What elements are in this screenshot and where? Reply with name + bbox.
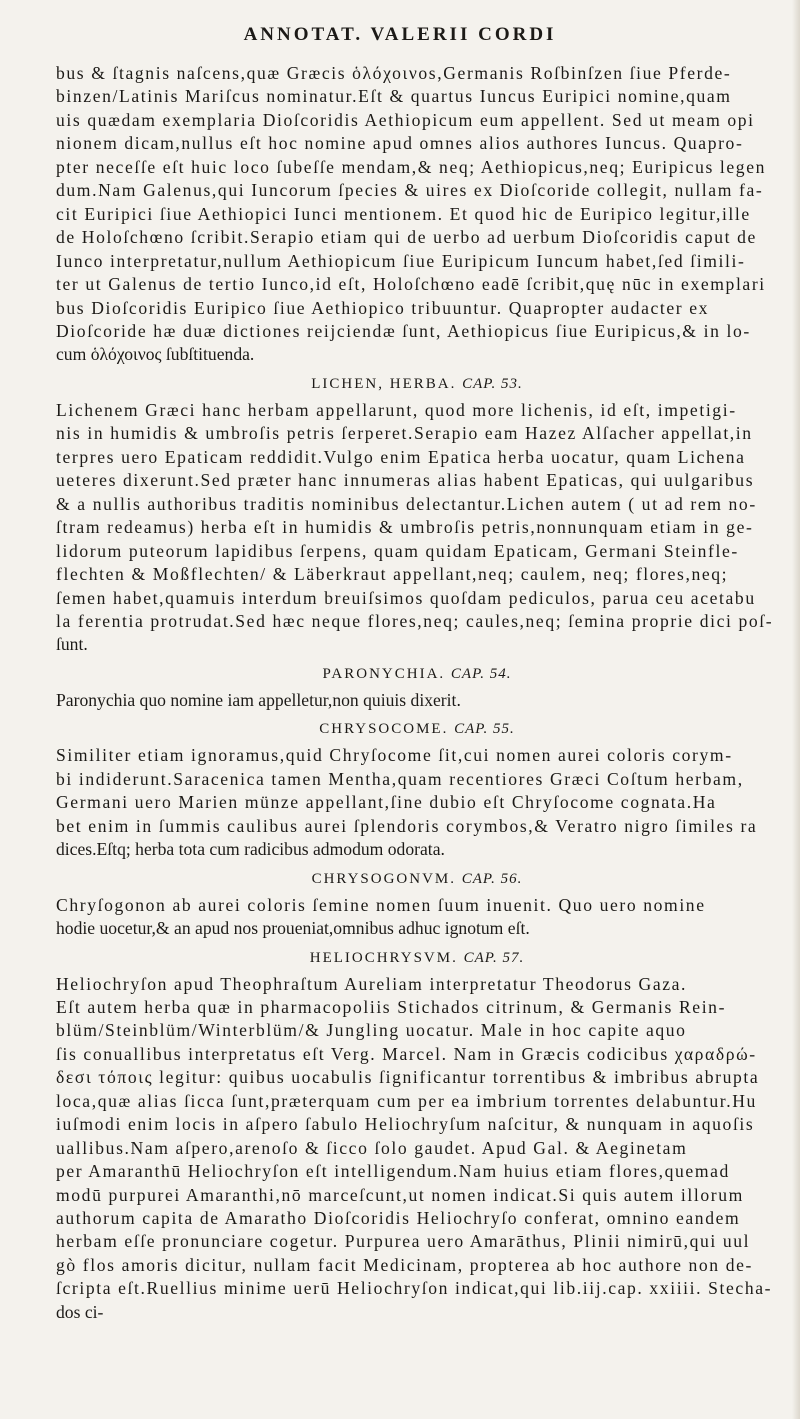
text-line: loca,quæ alias ſicca ſunt,præterquam cum per ea imbrium torrentes delabuntur.Hu <box>56 1090 757 1111</box>
chapter-number: CAP. 57. <box>463 949 525 966</box>
text-line: Iunco interpretatur,nullum Aethiopicum ſiue Euripicum Iuncum habet,ſed ſimili- <box>56 250 746 271</box>
text-line: per Amaranthū Heliochryſon eſt intelligendum.Nam huius etiam flores,quemad <box>56 1161 730 1182</box>
text-line: uis quædam exemplaria Dioſcoridis Aethiopicum eum appellent. Sed ut meam opi <box>56 109 755 130</box>
text-line: Paronychia quo nomine iam appelletur,non quiuis dixerit. <box>56 689 461 710</box>
paragraph-heliochrysum <box>56 973 778 1325</box>
text-line: herbam eſſe pronunciare cogetur. Purpurea uero Amarāthus, Plinii nimirū,qui uul <box>56 1231 751 1252</box>
running-head: ANNOTAT. VALERII CORDI <box>243 24 557 45</box>
text-line: dices.Eſtq; herba tota cum radicibus admodum odorata. <box>56 839 445 860</box>
page-edge-shadow <box>792 0 800 1419</box>
page-body <box>56 62 778 1324</box>
section-title: HELIOCHRYSVM. <box>309 949 458 966</box>
text-line: ſcripta eſt.Ruellius minime uerū Heliochryſon indicat,qui lib.iij.cap. xxiiii. Stecha- <box>56 1278 773 1299</box>
text-line: δεσι τόποις legitur: quibus uocabulis ſignificantur torrentibus & imbribus abrupta <box>56 1067 760 1088</box>
text-line: bet enim in ſummis caulibus aurei ſplendoris corymbos,& Veratro nigro ſimiles ra <box>56 815 758 836</box>
chapter-number: CAP. 55. <box>454 721 515 738</box>
text-line: blüm/Steinblüm/Winterblüm/& Jungling uocatur. Male in hoc capite aquo <box>56 1020 687 1041</box>
text-line: & a nullis authoribus traditis nominibus delectantur.Lichen autem ( ut ad rem no- <box>56 493 757 514</box>
text-line: ſtram redeamus) herba eſt in humidis & umbroſis petris,nonnunquam etiam in ge- <box>56 517 754 538</box>
chapter-number: CAP. 54. <box>450 665 512 682</box>
text-line: gò flos amoris dicitur, nullam facit Medicinam, propterea ab hoc authore non de- <box>56 1254 753 1275</box>
text-line: bus & ſtagnis naſcens,quæ Græcis ὁλόχοινοs,Germanis Roſbinſzen ſiue Pferde- <box>56 63 732 83</box>
section-title: CHRYSOCOME. <box>319 721 449 738</box>
chapter-number: CAP. 56. <box>461 870 523 887</box>
text-line: ter ut Galenus de tertio Iunco,id eſt, Holoſchœno eadē ſcribit,quę nūc in exemplari <box>56 274 766 295</box>
text-line: dum.Nam Galenus,qui Iuncorum ſpecies & uires ex Dioſcoride collegit, nullam fa- <box>56 180 764 201</box>
paragraph-lichen <box>56 399 778 657</box>
section-title: LICHEN, HERBA. <box>311 375 457 392</box>
text-line: binzen/Latinis Mariſcus nominatur.Eſt & quartus Iuncus Euripici nomine,quam <box>56 86 732 107</box>
text-line: cum ὁλόχοινος ſubſtituenda. <box>56 344 255 365</box>
chapter-number: CAP. 53. <box>462 375 523 392</box>
section-heading-heliochrysum <box>56 950 778 967</box>
text-line: Dioſcoride hæ duæ dictiones reijciendæ ſunt, Aethiopicus ſiue Euripicus,& in lo- <box>56 320 751 341</box>
text-line: ſemen habet,quamuis interdum breuiſsimos quoſdam pediculos, parua ceu acetabu <box>56 587 756 608</box>
text-line: la ferentia protrudat.Sed hæc neque flores,neq; caules,neq; ſemina proprie dici poſ- <box>56 610 774 631</box>
section-heading-lichen <box>56 376 778 393</box>
text-line: Heliochryſon apud Theophraſtum Aureliam interpretatur Theodorus Gaza. <box>56 973 688 994</box>
text-line: hodie uocetur,& an apud nos proueniat,omnibus adhuc ignotum eſt. <box>56 918 530 939</box>
text-line: de Holoſchœno ſcribit.Serapio etiam qui de uerbo ad uerbum Dioſcoridis caput de <box>56 227 757 248</box>
text-line: Lichenem Græci hanc herbam appellarunt, quod more lichenis, id eſt, impetigi- <box>56 399 737 420</box>
text-line: nionem dicam,nullus eſt hoc nomine apud omnes alios authores Iuncus. Quapro- <box>56 133 744 154</box>
text-line: bus Dioſcoridis Euripico ſiue Aethiopico tribuuntur. Quapropter audacter ex <box>56 297 710 318</box>
text-line: lidorum puteorum lapidibus ſerpens, quam quidam Epaticam, Germani Steinfle- <box>56 540 739 561</box>
section-heading-chrysocome <box>56 721 778 738</box>
paragraph-paronychia <box>56 689 778 712</box>
paragraph-chrysogonum <box>56 894 778 941</box>
text-line: dos ci- <box>56 1301 104 1322</box>
section-heading-paronychia <box>56 666 778 683</box>
text-line: ſunt. <box>56 634 88 655</box>
text-line: pter neceſſe eſt huic loco ſubeſſe mendam,& neq; Aethiopicus,neq; Euripicus legen <box>56 156 767 177</box>
section-title: CHRYSOGONVM. <box>311 870 457 887</box>
text-line: modū purpurei Amaranthi,nō marceſcunt,ut nomen indicat.Si quis autem illorum <box>56 1184 744 1205</box>
section-heading-chrysogonum <box>56 871 778 888</box>
text-line: iuſmodi enim locis in aſpero ſabulo Heliochryſum naſcitur, & nunquam in aquoſis <box>56 1114 755 1135</box>
paragraph-intro <box>56 62 778 367</box>
text-line: Germani uero Marien münze appellant,ſine dubio eſt Chryſocome cognata.Ha <box>56 792 717 813</box>
text-line: nis in humidis & umbroſis petris ſerperet.Serapio eam Hazez Alſacher appellat,in <box>56 423 753 444</box>
text-line: terpres uero Epaticam reddidit.Vulgo enim Epatica herba uocatur, quam Lichena <box>56 446 746 467</box>
text-line: flechten & Moßflechten/ & Läberkraut appellant,neq; caulem, neq; flores,neq; <box>56 564 729 585</box>
text-line: uallibus.Nam aſpero,arenoſo & ſicco ſolo gaudet. Apud Gal. & Aeginetam <box>56 1137 688 1158</box>
text-line: Similiter etiam ignoramus,quid Chryſocome ſit,cui nomen aurei coloris corym- <box>56 745 733 766</box>
text-line: authorum capita de Amaratho Dioſcoridis Heliochryſo conferat, omnino eandem <box>56 1208 741 1229</box>
text-line: ſis conuallibus interpretatus eſt Verg. Marcel. Nam in Græcis codicibus χαραδρώ- <box>56 1043 757 1064</box>
text-line: Eſt autem herba quæ in pharmacopoliis Stichados citrinum, & Germanis Rein- <box>56 996 727 1017</box>
section-title: PARONYCHIA. <box>322 665 446 682</box>
text-line: bi indiderunt.Saracenica tamen Mentha,quam recentiores Græci Coſtum herbam, <box>56 768 744 789</box>
text-line: cit Euripici ſiue Aethiopici Iunci mentionem. Et quod hic de Euripico legitur,ille <box>56 203 751 224</box>
text-line: Chryſogonon ab aurei coloris ſemine nomen ſuum inuenit. Quo uero nomine <box>56 894 706 915</box>
text-line: ueteres dixerunt.Sed præter hanc innumeras alias habent Epaticas, qui uulgaribus <box>56 470 755 491</box>
paragraph-chrysocome <box>56 744 778 861</box>
